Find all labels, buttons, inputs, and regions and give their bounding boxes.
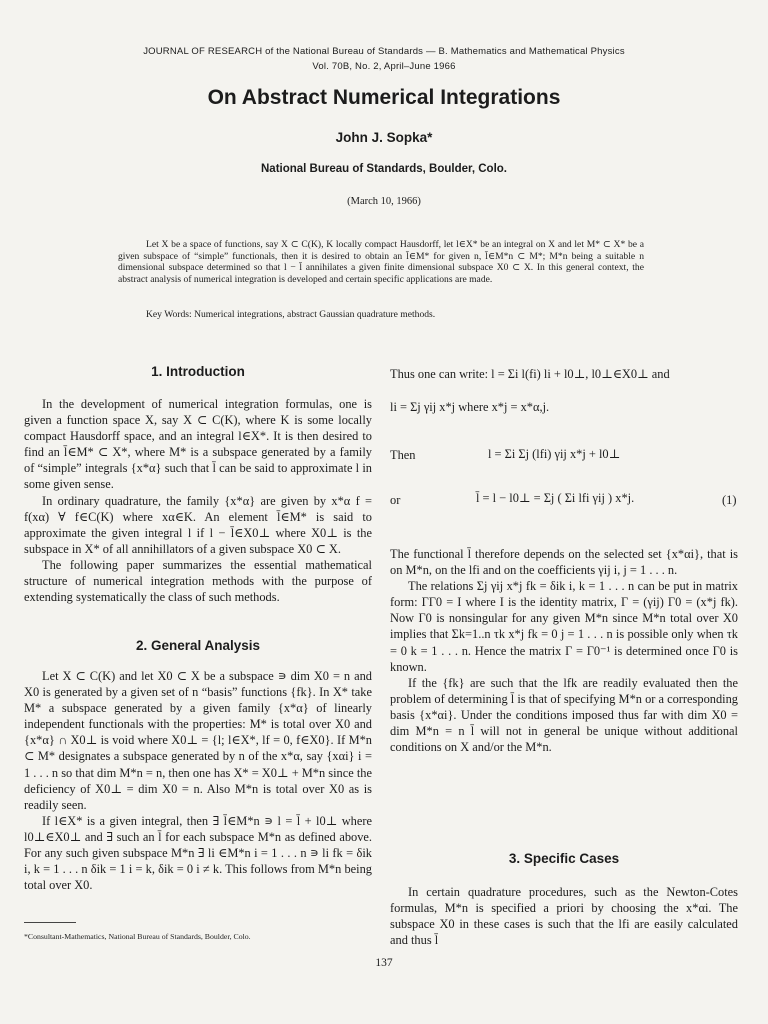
received-date: (March 10, 1966): [347, 196, 421, 207]
equation-intro: Thus one can write: l = Σi l(fi) li + l0⊥, l0⊥∈X0⊥ and: [390, 367, 670, 381]
equation-number: (1): [722, 493, 737, 507]
paragraph: The following paper summarizes the essential mathematical structure of numerical integration methods with the purpose of extending systematically the class of such methods.: [24, 557, 372, 605]
author: John J. Sopka*: [335, 130, 433, 145]
section-heading-introduction: 1. Introduction: [151, 364, 245, 379]
equation-li: li = Σj γij x*j where x*j = x*α,j.: [390, 400, 550, 414]
abstract: [118, 239, 644, 285]
paper-title: On Abstract Numerical Integrations: [207, 86, 561, 109]
section-heading-general-analysis: 2. General Analysis: [135, 638, 261, 653]
intro-line: [390, 366, 738, 382]
paragraph: Let X ⊂ C(K) and let X0 ⊂ X be a subspace ∍ dim X0 = n and X0 is generated by a given set of n “basis” functions {fk}. In X* take M* a subspace generated by a given family {x*α} of linearly independent functionals with the properties: M* is total over X0 and {x*α} ∩ X0⊥ is void where X0⊥ = {l; l∈X*, lf = 0, f∈X0}. If M*n ⊂ M* designates a subspace generated by n of the x*α, say {xαi} i = 1 . . . n so that dim M*n = n, then one has X* = X0⊥ + M*n since the deficiency of X0⊥ = dim X0 = n. Also M*n is total over X0 as is readily seen.: [24, 669, 372, 812]
introduction-body: [24, 396, 372, 605]
paragraph: If l∈X* is a given integral, then ∃ l̄∈M*n ∍ l = l̄ + l0⊥ where l0⊥∈X0⊥ and ∃ such an l̄ for each subspace M*n as defined above. For any such given subspace M*n ∃ li ∈M*n i = 1 . . . n ∍ li fk = δik i, k = 1 . . . n δik = 1 i = k, δik = 0 i ≠ k. This follows from M*n being total over X0.: [24, 813, 372, 893]
paragraph: The relations Σj γij x*j fk = δik i, k = 1 . . . n can be put in matrix form: ΓΓ0 = I where I is the identity matrix, Γ = (γij) Γ0 = (x*j fk). Now Γ0 is nonsingular for any given M*n since M*n total over X0 implies that Σk=1..n τk x*j fk = 0 j = 1 . . . n is possible only when τk = 0 k = 1 . . . n. Hence the matrix Γ = Γ0⁻¹ is determined once Γ0 is known.: [390, 579, 738, 674]
footnote-rule: [24, 922, 76, 923]
journal-line: JOURNAL OF RESEARCH of the National Bureau of Standards — B. Mathematics and Mathematical Physics: [143, 46, 625, 57]
then-label: Then: [390, 448, 416, 462]
equation-1: l̄ = l − l0⊥ = Σj ( Σi lfi γij ) x*j.: [476, 491, 635, 505]
paragraph: In certain quadrature procedures, such as the Newton-Cotes formulas, M*n is specified a priori by choosing the x*αi. The subspace X0 in these cases is such that the lfi are easily calculated and thus l̄: [390, 885, 738, 948]
journal-header: [0, 44, 768, 74]
abstract-text: Let X be a space of functions, say X ⊂ C(K), K locally compact Hausdorff, let l∈X* be an integral on X and let M* ⊂ X* be a given subspace of “simple” functionals, then it is desired to obtain an l̄∈M* for given n, l̄∈M*n ⊂ M*; M*n being a suitable n dimensional subspace determined so that l − l̄ annihilates a given finite dimensional subspace X0 ⊂ X. In this general context, the abstract analysis of numerical integration is developed and certain specific applications are made.: [118, 239, 644, 285]
general-analysis-body: [24, 668, 372, 893]
paragraph: If the {fk} are such that the lfk are readily evaluated then the problem of determining l̄ is that of specifying M*n or a corresponding basis {x*αi}. Under the conditions imposed thus far with dim X0 = dim M*n = n l̄ will not in general be unique without additional conditions on X and/or the M*n.: [390, 675, 738, 755]
paragraph: In the development of numerical integration formulas, one is given a function space X, say X ⊂ C(K), where K is some locally compact Hausdorff space, and an integral l∈X*. It is then desired to find an l̄∈M* ⊂ X*, where M* is a subspace generated by a family of “simple” integrals {x*α} such that l̄ can be said to approximate l in some given sense.: [24, 397, 372, 492]
journal-volume: Vol. 70B, No. 2, April–June 1966: [312, 61, 456, 72]
equation-then: l = Σi Σj (lfi) γij x*j + l0⊥: [488, 447, 621, 461]
specific-cases-body: [390, 884, 738, 948]
paragraph: The functional l̄ therefore depends on the selected set {x*αi}, that is on M*n, on the lfi and on the coefficients γij i, j = 1 . . . n.: [390, 547, 738, 578]
or-label: or: [390, 493, 401, 507]
footnote: *Consultant-Mathematics, National Bureau of Standards, Boulder, Colo.: [24, 932, 251, 941]
right-column-body: [390, 546, 738, 755]
paragraph: In ordinary quadrature, the family {x*α} are given by x*α f = f(xα) ∀ f∈C(K) where xα∈K. An element l̄∈M* is said to approximate the given integral l if l − l̄∈X0⊥ where X0⊥ is the subspace in X* of all annihillators of a given subspace X0 ⊂ X.: [24, 493, 372, 556]
page-number: 137: [375, 957, 393, 969]
affiliation: National Bureau of Standards, Boulder, Colo.: [261, 163, 507, 175]
keywords: Key Words: Numerical integrations, abstract Gaussian quadrature methods.: [146, 309, 436, 320]
section-heading-specific-cases: 3. Specific Cases: [508, 851, 620, 866]
